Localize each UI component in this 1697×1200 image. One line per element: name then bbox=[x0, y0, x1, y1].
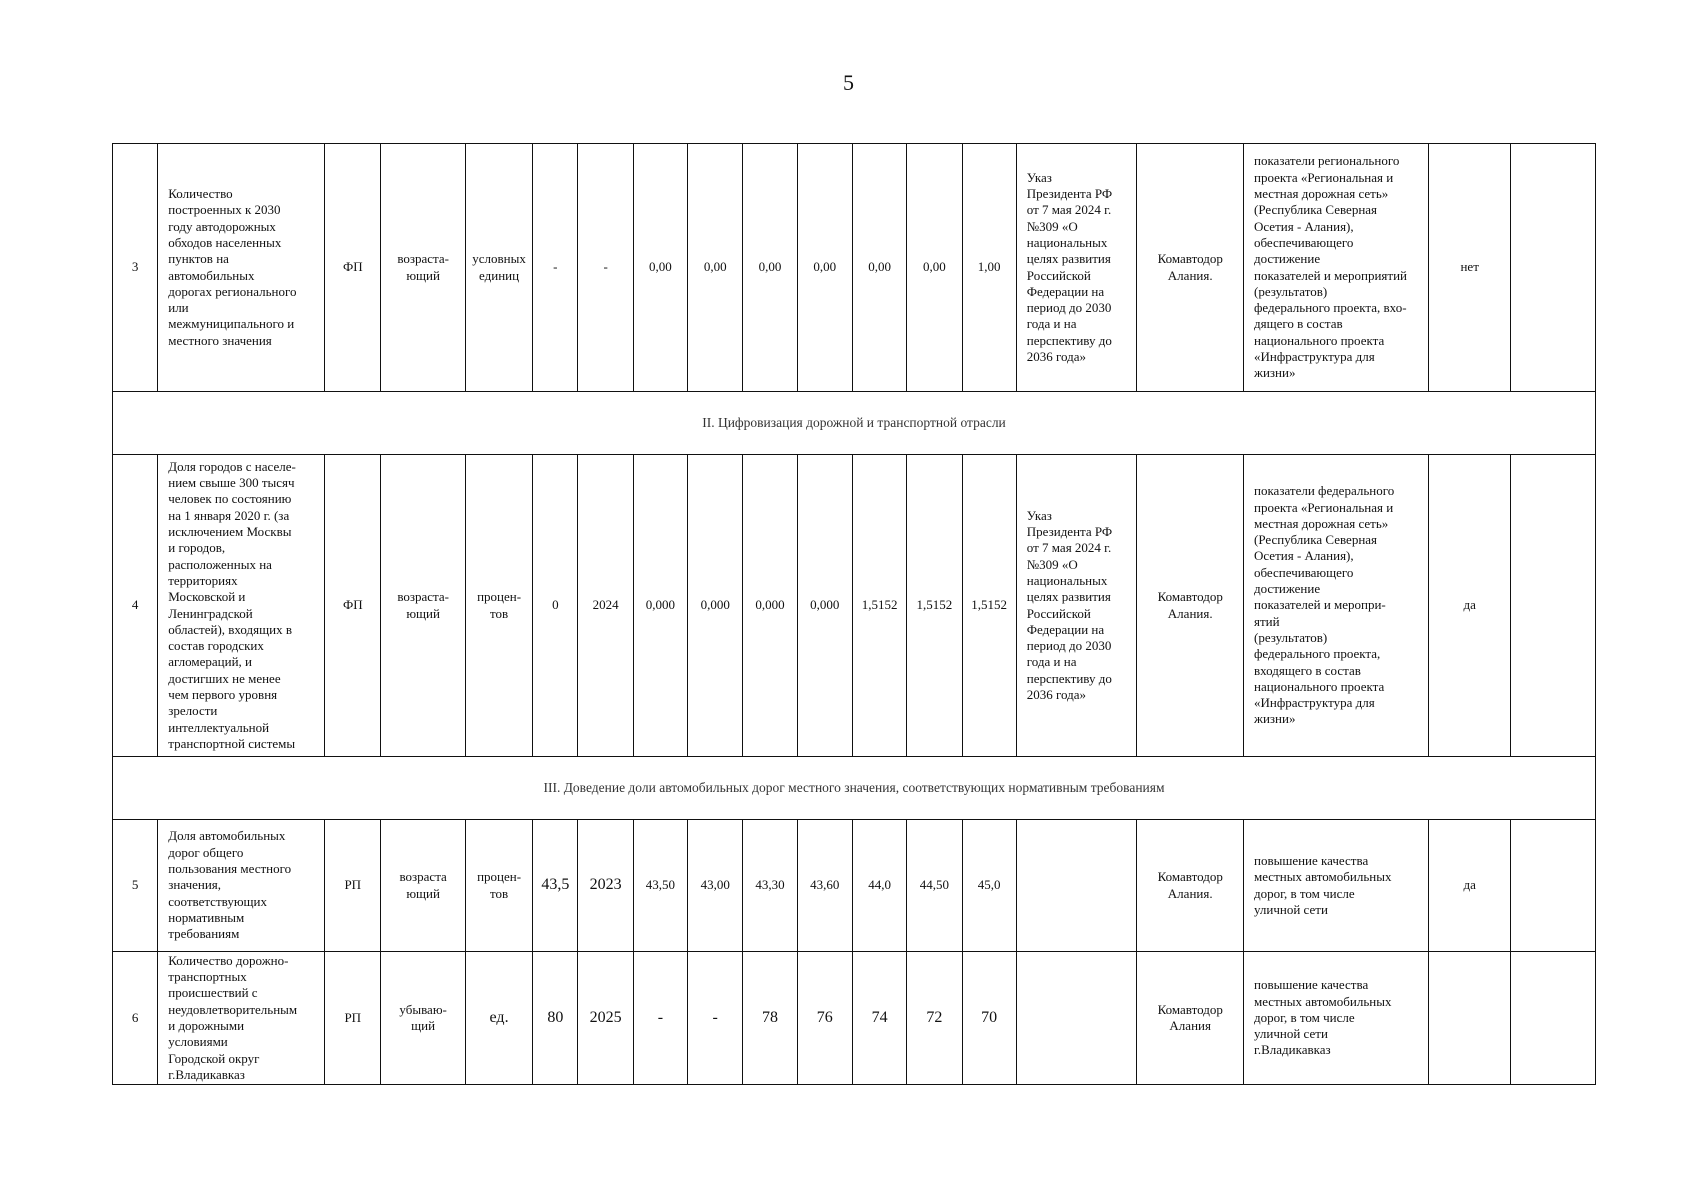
related-indicators: повышение качества местных автомобильных дорог, в том числе уличной сети г.Владикавказ bbox=[1243, 952, 1428, 1085]
indicator-level: ФП bbox=[325, 455, 381, 757]
base-value: 0 bbox=[533, 455, 578, 757]
year-value: 44,50 bbox=[907, 820, 962, 952]
indicator-name: Доля автомобильных дорог общего пользования местного значения, соответствующих нормативным требованиям bbox=[158, 820, 325, 952]
indicator-level: РП bbox=[325, 952, 381, 1085]
year-value: 0,00 bbox=[633, 144, 687, 392]
year-value: 0,00 bbox=[797, 144, 852, 392]
responsible-body: Комавтодор Алания. bbox=[1137, 820, 1244, 952]
indicator-level: ФП bbox=[325, 144, 381, 392]
gis-flag: да bbox=[1428, 820, 1510, 952]
extra-cell bbox=[1511, 144, 1596, 392]
year-value: 43,60 bbox=[797, 820, 852, 952]
year-value: 1,5152 bbox=[852, 455, 906, 757]
base-value: 43,5 bbox=[533, 820, 578, 952]
year-value: 43,30 bbox=[743, 820, 797, 952]
base-value: 80 bbox=[533, 952, 578, 1085]
page-number: 5 bbox=[843, 70, 854, 95]
indicator-level: РП bbox=[325, 820, 381, 952]
table-row bbox=[113, 952, 1596, 1085]
responsible-body: Комавтодор Алания. bbox=[1137, 455, 1244, 757]
year-value: 0,000 bbox=[688, 455, 743, 757]
year-value: 45,0 bbox=[962, 820, 1016, 952]
section-title: III. Доведение доли автомобильных дорог местного значения, соответствующих нормативным требованиям bbox=[113, 757, 1596, 820]
extra-cell bbox=[1511, 455, 1596, 757]
section-row bbox=[113, 392, 1596, 455]
year-value: - bbox=[688, 952, 743, 1085]
indicator-direction: убываю- щий bbox=[381, 952, 465, 1085]
indicator-unit: процен- тов bbox=[465, 455, 532, 757]
year-value: 1,5152 bbox=[907, 455, 962, 757]
indicator-name: Доля городов с населе- нием свыше 300 тысяч человек по состоянию на 1 января 2020 г. (за исключением Москвы и городов, расположенных на территориях Московской и Ленинградской областей), входящих в состав городских агломераций, и достигших не менее чем первого уровня зрелости интеллектуальной транспортной системы bbox=[158, 455, 325, 757]
base-year: 2023 bbox=[578, 820, 633, 952]
gis-flag bbox=[1428, 952, 1510, 1085]
year-value: 72 bbox=[907, 952, 962, 1085]
indicator-name: Количество построенных к 2030 году автодорожных обходов населенных пунктов на автомобильных дорогах регионального или межмуниципального и местного значения bbox=[158, 144, 325, 392]
year-value: 0,000 bbox=[743, 455, 797, 757]
year-value: 43,50 bbox=[633, 820, 687, 952]
year-value: 0,00 bbox=[852, 144, 906, 392]
year-value: 0,000 bbox=[633, 455, 687, 757]
extra-cell bbox=[1511, 952, 1596, 1085]
row-number: 3 bbox=[113, 144, 158, 392]
year-value: 78 bbox=[743, 952, 797, 1085]
related-indicators: показатели регионального проекта «Региональная и местная дорожная сеть» (Республика Северная Осетия - Алания), обеспечивающего достижение показателей и мероприятий (результатов) федерального проекта, вхо- дящего в состав национального проекта «Инфраструктура для жизни» bbox=[1243, 144, 1428, 392]
source-document: Указ Президента РФ от 7 мая 2024 г. №309 «О национальных целях развития Российской Федерации на период до 2030 года и на перспективу до 2036 года» bbox=[1016, 455, 1137, 757]
indicator-unit: ед. bbox=[465, 952, 532, 1085]
indicator-direction: возраста- ющий bbox=[381, 455, 465, 757]
year-value: 1,5152 bbox=[962, 455, 1016, 757]
source-document bbox=[1016, 952, 1137, 1085]
indicators-table bbox=[112, 143, 1596, 1085]
indicator-unit: условных единиц bbox=[465, 144, 532, 392]
table-row bbox=[113, 820, 1596, 952]
base-value: - bbox=[533, 144, 578, 392]
responsible-body: Комавтодор Алания. bbox=[1137, 144, 1244, 392]
indicator-unit: процен- тов bbox=[465, 820, 532, 952]
gis-flag: нет bbox=[1428, 144, 1510, 392]
year-value: 0,000 bbox=[797, 455, 852, 757]
year-value: 43,00 bbox=[688, 820, 743, 952]
table-row bbox=[113, 144, 1596, 392]
section-title: II. Цифровизация дорожной и транспортной отрасли bbox=[113, 392, 1596, 455]
year-value: 74 bbox=[852, 952, 906, 1085]
year-value: - bbox=[633, 952, 687, 1085]
year-value: 1,00 bbox=[962, 144, 1016, 392]
table-row bbox=[113, 455, 1596, 757]
base-year: 2024 bbox=[578, 455, 633, 757]
source-document: Указ Президента РФ от 7 мая 2024 г. №309 «О национальных целях развития Российской Федерации на период до 2030 года и на перспективу до 2036 года» bbox=[1016, 144, 1137, 392]
related-indicators: показатели федерального проекта «Региональная и местная дорожная сеть» (Республика Северная Осетия - Алания), обеспечивающего достижение показателей и меропри- ятий (результатов) федерального проекта, входящего в состав национального проекта «Инфраструктура для жизни» bbox=[1243, 455, 1428, 757]
year-value: 0,00 bbox=[743, 144, 797, 392]
source-document bbox=[1016, 820, 1137, 952]
extra-cell bbox=[1511, 820, 1596, 952]
base-year: 2025 bbox=[578, 952, 633, 1085]
year-value: 70 bbox=[962, 952, 1016, 1085]
indicator-name: Количество дорожно- транспортных происшествий с неудовлетворительным и дорожными условиями Городской округ г.Владикавказ bbox=[158, 952, 325, 1085]
related-indicators: повышение качества местных автомобильных дорог, в том числе уличной сети bbox=[1243, 820, 1428, 952]
base-year: - bbox=[578, 144, 633, 392]
row-number: 4 bbox=[113, 455, 158, 757]
year-value: 44,0 bbox=[852, 820, 906, 952]
indicator-direction: возраста ющий bbox=[381, 820, 465, 952]
year-value: 0,00 bbox=[688, 144, 743, 392]
year-value: 76 bbox=[797, 952, 852, 1085]
gis-flag: да bbox=[1428, 455, 1510, 757]
row-number: 5 bbox=[113, 820, 158, 952]
row-number: 6 bbox=[113, 952, 158, 1085]
section-row bbox=[113, 757, 1596, 820]
year-value: 0,00 bbox=[907, 144, 962, 392]
responsible-body: Комавтодор Алания bbox=[1137, 952, 1244, 1085]
indicator-direction: возраста- ющий bbox=[381, 144, 465, 392]
